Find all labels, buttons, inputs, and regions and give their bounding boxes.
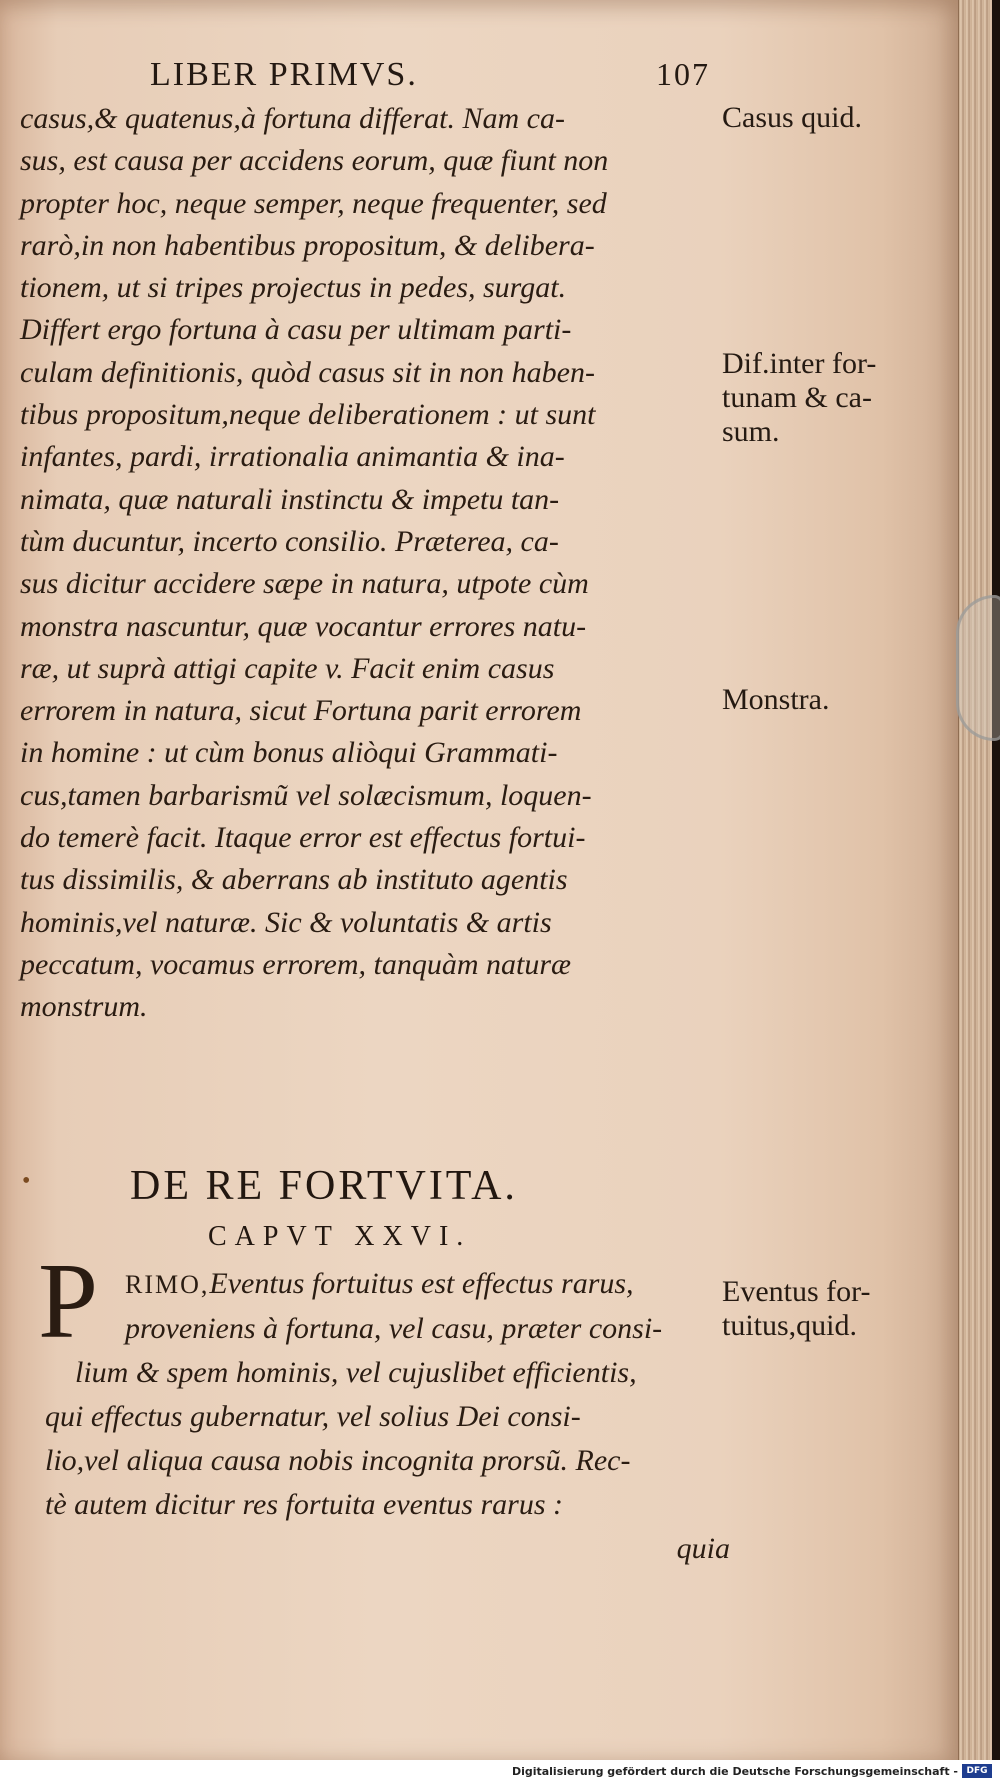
text-line: rarò,in non habentibus propositum, & delibera- [20, 228, 595, 262]
running-title: LIBER PRIMVS. [150, 56, 418, 93]
text-line: peccatum, vocamus errorem, tanquàm naturæ [20, 947, 572, 981]
text-line: cus,tamen barbarismũ vel solæcismum, loquen- [20, 778, 592, 812]
text-line: nimata, quæ naturali instinctu & impetu tan- [20, 482, 560, 516]
marginal-note-monstra [722, 683, 952, 717]
text-line: do temerè facit. Itaque error est effectus fortui- [20, 821, 586, 855]
text-line-rest: Eventus fortuitus est effectus rarus, [209, 1267, 634, 1300]
marginal-line: Dif.inter for- [722, 347, 877, 380]
footer-credit: Digitalisierung gefördert durch die Deutsche Forschungsgemeinschaft - [511, 1765, 958, 1778]
text-line: monstra nascuntur, quæ vocantur errores natu- [20, 609, 587, 643]
text-line: lium & spem hominis, vel cujuslibet efficientis, [75, 1356, 637, 1389]
catchword: quia [676, 1532, 730, 1565]
marginal-line: tunam & ca- [722, 381, 872, 414]
text-line: hominis,vel naturæ. Sic & voluntatis & artis [20, 905, 552, 939]
text-line: ræ, ut suprà attigi capite v. Facit enim casus [20, 651, 555, 685]
drop-cap: P [38, 1242, 99, 1361]
marginal-line: Monstra. [722, 683, 830, 716]
marginal-note-eventus [722, 1275, 952, 1343]
binding-shadow [992, 0, 1000, 1782]
first-word: RIMO, [125, 1270, 210, 1299]
marginal-line: Eventus for- [722, 1275, 871, 1308]
marginal-line: sum. [722, 415, 780, 448]
marginal-note-difference [722, 347, 952, 449]
text-line: qui effectus gubernatur, vel solius Dei consi- [45, 1400, 581, 1433]
ornament-mark: • [22, 1168, 31, 1194]
text-line: sus dicitur accidere sæpe in natura, utpote cùm [20, 567, 589, 601]
text-line: lio,vel aliqua causa nobis incognita prorsũ. Rec- [45, 1444, 631, 1477]
chapter-text [20, 1262, 730, 1571]
dfg-logo: DFG [962, 1764, 992, 1778]
text-line: in homine : ut cùm bonus aliòqui Grammati- [20, 736, 558, 770]
text-line: casus,& quatenus,à fortuna differat. Nam ca- [20, 102, 565, 135]
text-line: infantes, pardi, irrationalia animantia & ina- [20, 440, 565, 474]
text-line: tè autem dicitur res fortuita eventus rarus : [45, 1488, 563, 1521]
text-line: culam definitionis, quòd casus sit in non haben- [20, 355, 595, 389]
marginal-note-casus [722, 101, 952, 135]
text-line: monstrum. [20, 990, 148, 1024]
text-line: tibus propositum,neque deliberationem : ut sunt [20, 398, 596, 432]
page-edges [958, 0, 993, 1760]
page-number: 107 [656, 56, 710, 92]
text-line: proveniens à fortuna, vel casu, præter consi- [125, 1312, 663, 1345]
text-line: Differt ergo fortuna à casu per ultimam parti- [20, 313, 572, 347]
text-line: tus dissimilis, & aberrans ab instituto agentis [20, 863, 568, 897]
marginal-line: tuitus,quid. [722, 1309, 858, 1342]
text-line: errorem in natura, sicut Fortuna parit errorem [20, 694, 582, 728]
text-line [20, 1262, 730, 1307]
page-clip [956, 595, 1000, 741]
marginal-line: Casus quid. [722, 101, 863, 134]
chapter-heading: DE RE FORTVITA. [130, 1163, 518, 1209]
text-line: tùm ducuntur, incerto consilio. Præterea, ca- [20, 524, 559, 558]
body-text [20, 98, 720, 1029]
chapter-subheading: CAPVT XXVI. [208, 1221, 472, 1252]
text-line: tionem, ut si tripes projectus in pedes, surgat. [20, 271, 567, 305]
text-line: propter hoc, neque semper, neque frequenter, sed [20, 186, 607, 220]
text-line: sus, est causa per accidens eorum, quæ fiunt non [20, 144, 609, 178]
